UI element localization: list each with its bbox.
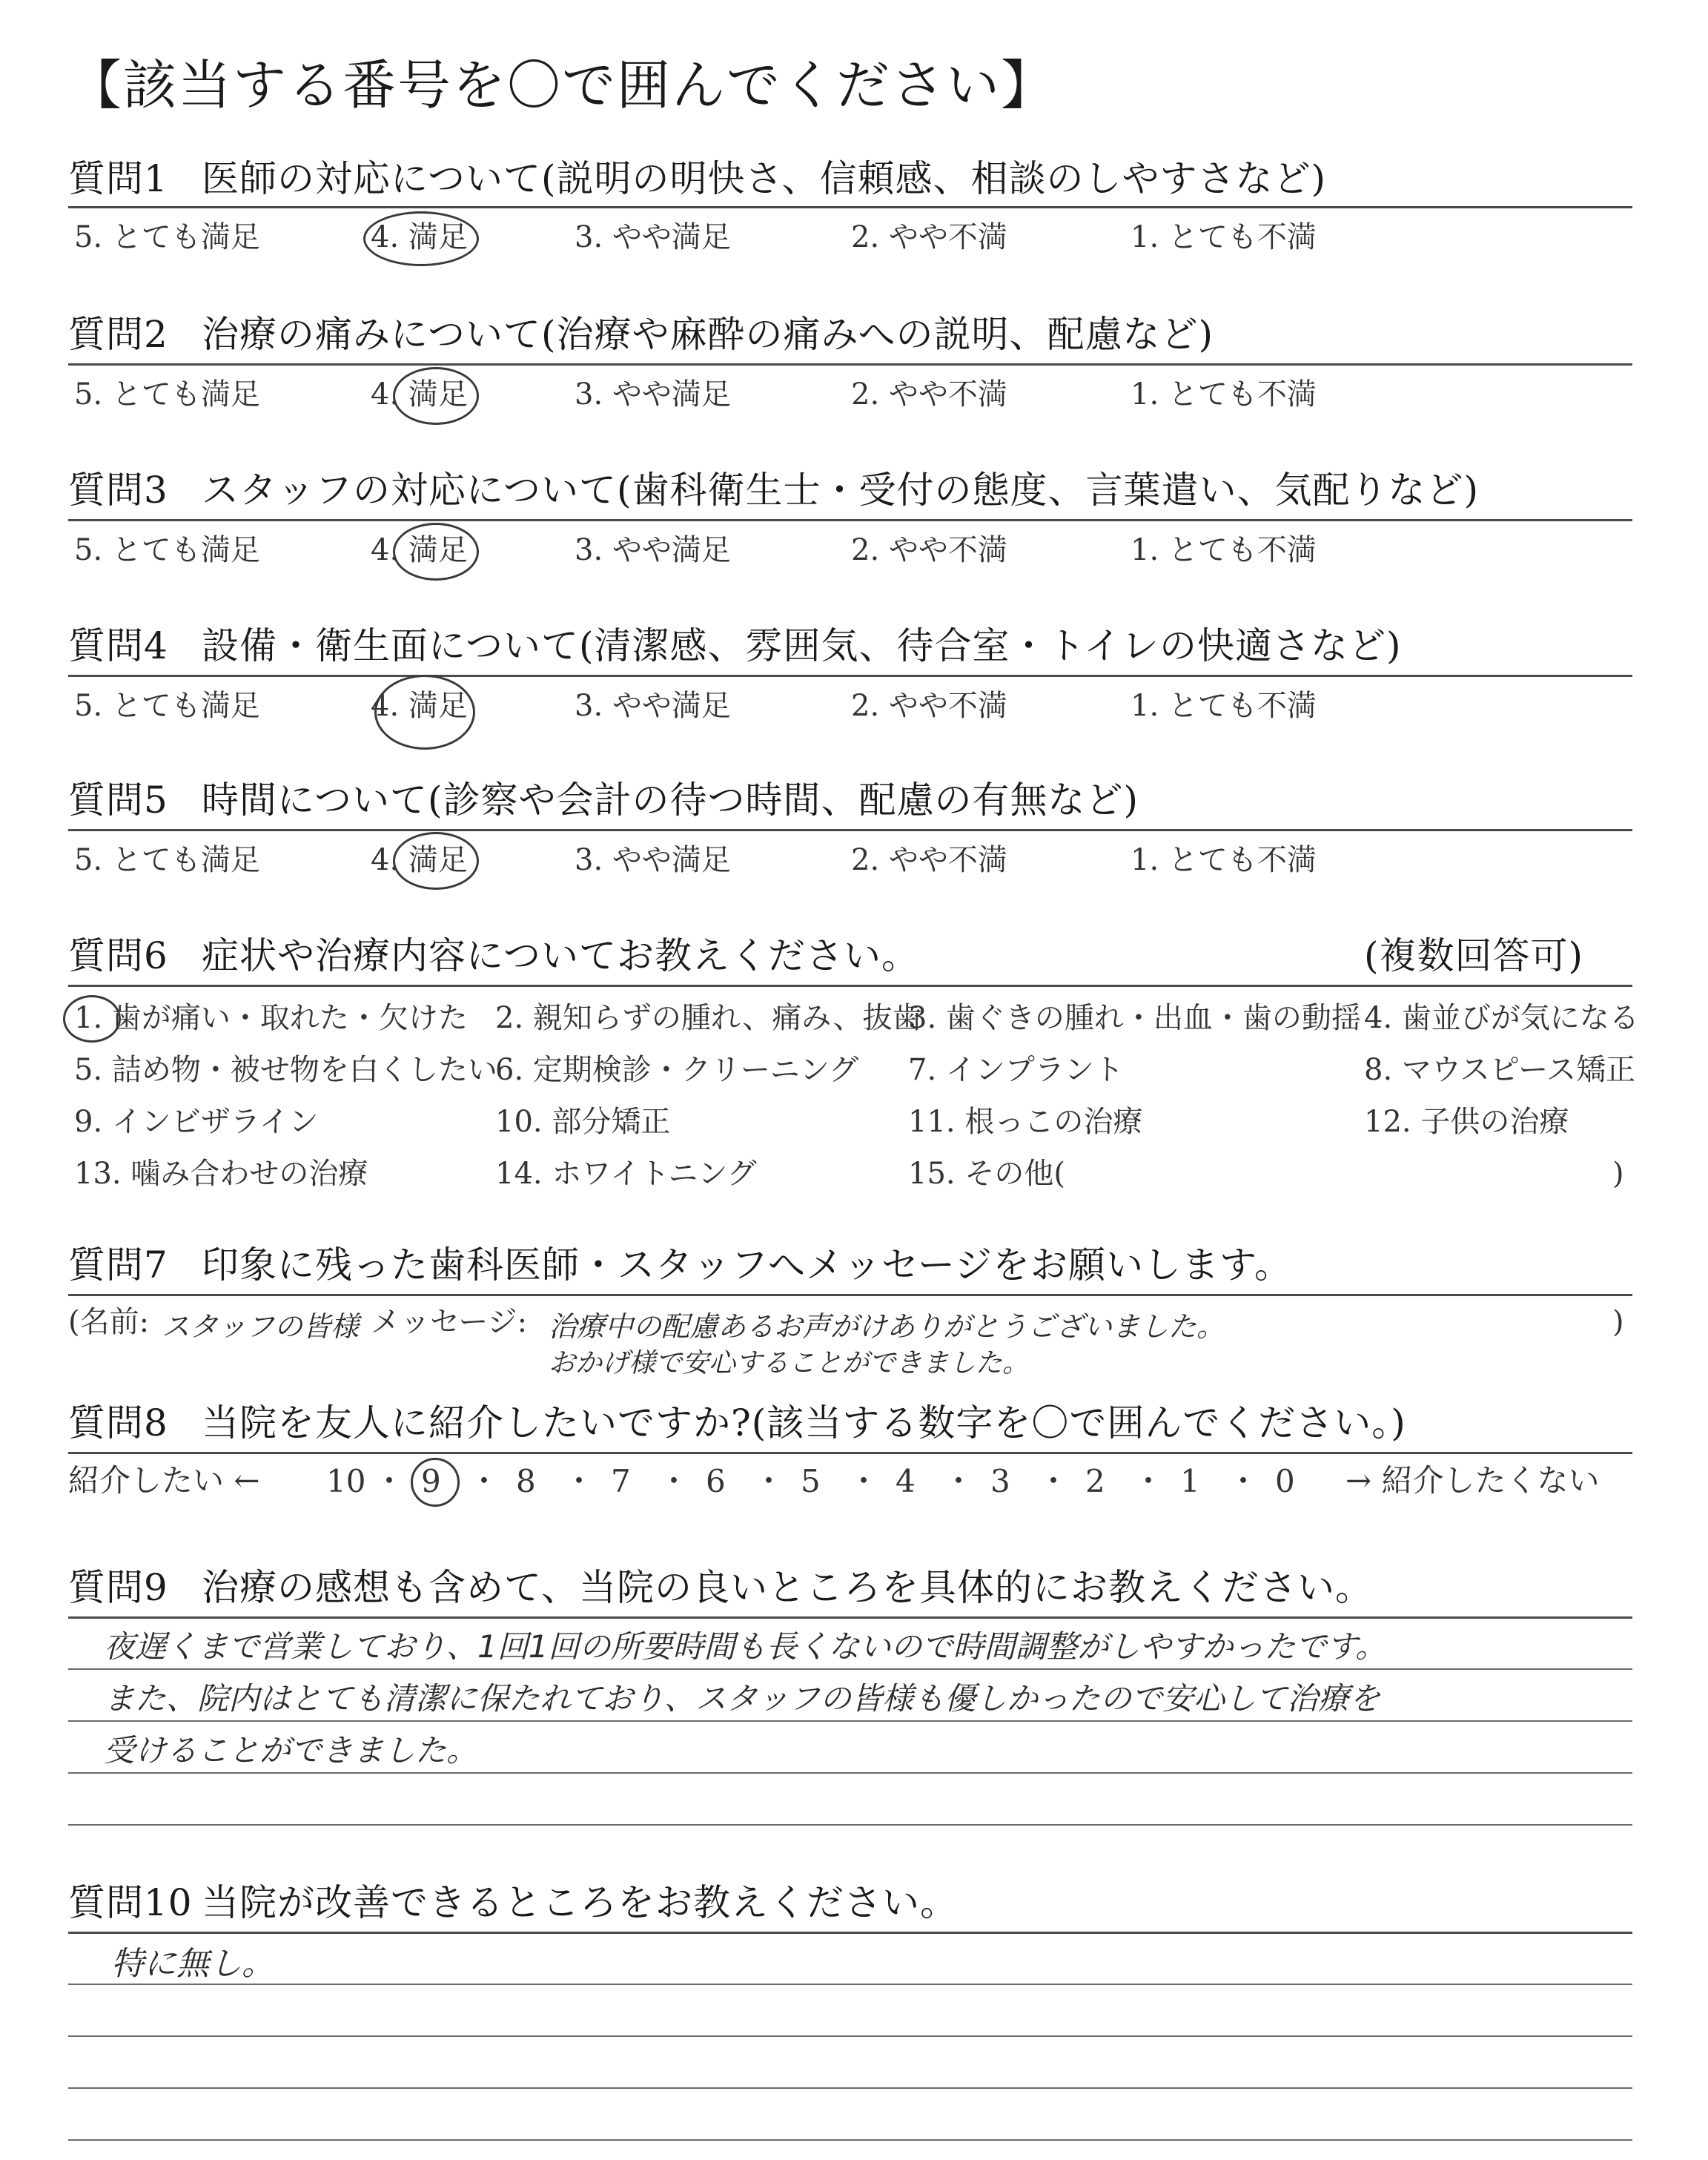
- q7-message-label: メッセージ:: [371, 1305, 528, 1339]
- q8-scale-separator: ・: [658, 1463, 690, 1499]
- q8-scale-option-6[interactable]: 6: [706, 1463, 726, 1499]
- form-heading: 【該当する番号を〇で囲んでください】: [68, 54, 1056, 116]
- q4-option-3[interactable]: 3. やや満足: [575, 689, 731, 723]
- q9-answer-line: [68, 1824, 1632, 1826]
- q8-right-label: → 紹介したくない: [1345, 1462, 1600, 1499]
- q8-scale-separator: ・: [1228, 1463, 1260, 1499]
- q8-scale-separator: ・: [1038, 1463, 1070, 1499]
- q2-text: 治療の痛みについて(治療や麻酔の痛みへの説明、配慮など): [202, 313, 1214, 356]
- q1-rule: [68, 206, 1632, 208]
- q8-scale-option-1[interactable]: 1: [1180, 1463, 1200, 1499]
- q8-scale-option-4[interactable]: 4: [896, 1463, 916, 1499]
- q6-option-8[interactable]: 8. マウスピース矯正: [1364, 1053, 1636, 1087]
- q9-answer-line-3[interactable]: 受けることができました。: [104, 1732, 478, 1768]
- q5-option-4[interactable]: 4. 満足: [371, 843, 468, 877]
- q6-text: 症状や治療内容についてお教えください。: [202, 934, 919, 977]
- q6-other-close-paren: ): [1612, 1157, 1624, 1191]
- q3-option-5[interactable]: 5. とても満足: [74, 533, 260, 567]
- q3-option-1[interactable]: 1. とても不満: [1131, 533, 1317, 567]
- q1-option-2[interactable]: 2. やや不満: [851, 220, 1007, 254]
- q6-option-11[interactable]: 11. 根っこの治療: [908, 1105, 1143, 1139]
- q9-rule: [68, 1616, 1632, 1619]
- q9-answer-line-2[interactable]: また、院内はとても清潔に保たれており、スタッフの皆様も優しかったので安心して治療を: [104, 1680, 1381, 1717]
- q6-option-9[interactable]: 9. インビザライン: [74, 1105, 319, 1139]
- q6-option-1[interactable]: 1. 歯が痛い・取れた・欠けた: [74, 1001, 468, 1035]
- q6-option-13[interactable]: 13. 噛み合わせの治療: [74, 1157, 368, 1191]
- q9-answer-line-1[interactable]: 夜遅くまで営業しており、1回1回の所要時間も長くないので時間調整がしやすかったです。: [104, 1628, 1387, 1665]
- q10-rule: [68, 1932, 1632, 1934]
- q4-label: 質問4: [68, 624, 168, 667]
- q8-left-label: 紹介したい ←: [68, 1462, 260, 1499]
- q3-selection-circle: [393, 523, 479, 581]
- q2-option-1[interactable]: 1. とても不満: [1131, 377, 1317, 412]
- q5-option-2[interactable]: 2. やや不満: [851, 843, 1007, 877]
- q5-selection-circle: [393, 832, 479, 890]
- q1-selection-circle: [363, 211, 479, 266]
- q10-answer-line: [68, 2035, 1632, 2037]
- q8-scale-option-8[interactable]: 8: [516, 1463, 536, 1499]
- q8-scale-option-5[interactable]: 5: [801, 1463, 821, 1499]
- q8-scale-option-2[interactable]: 2: [1085, 1463, 1105, 1499]
- q9-answer-line: [68, 1720, 1632, 1722]
- q6-selection-circle: [63, 995, 121, 1043]
- q6-option-6[interactable]: 6. 定期検診・クリーニング: [495, 1053, 859, 1087]
- q3-text: スタッフの対応について(歯科衛生士・受付の態度、言葉遣い、気配りなど): [202, 469, 1480, 512]
- q7-name-value[interactable]: スタッフの皆様: [162, 1310, 360, 1343]
- q6-note: (複数回答可): [1364, 934, 1584, 977]
- q4-selection-circle: [374, 675, 475, 750]
- q8-scale-separator: ・: [469, 1463, 500, 1499]
- q5-option-1[interactable]: 1. とても不満: [1131, 843, 1317, 877]
- q7-close-paren: ): [1612, 1305, 1624, 1339]
- q4-option-4[interactable]: 4. 満足: [371, 689, 468, 723]
- q10-answer-line: [68, 2139, 1632, 2141]
- q3-option-3[interactable]: 3. やや満足: [575, 533, 731, 567]
- q5-text: 時間について(診察や会計の待つ時間、配慮の有無など): [202, 779, 1139, 822]
- q6-option-7[interactable]: 7. インプラント: [908, 1053, 1124, 1087]
- q8-scale-separator: ・: [943, 1463, 975, 1499]
- q7-message-line1[interactable]: 治療中の配慮あるお声がけありがとうございました。: [549, 1310, 1225, 1343]
- q1-option-1[interactable]: 1. とても不満: [1131, 220, 1317, 254]
- q1-label: 質問1: [68, 157, 168, 200]
- q1-text: 医師の対応について(説明の明快さ、信頼感、相談のしやすさなど): [202, 157, 1327, 200]
- q10-answer-line: [68, 1984, 1632, 1985]
- q2-option-3[interactable]: 3. やや満足: [575, 377, 731, 412]
- q2-option-4[interactable]: 4. 満足: [371, 377, 468, 412]
- q7-name-label: (名前:: [68, 1305, 150, 1339]
- q8-scale-separator: ・: [753, 1463, 785, 1499]
- q4-option-1[interactable]: 1. とても不満: [1131, 689, 1317, 723]
- q9-label: 質問9: [68, 1566, 168, 1609]
- q8-scale-option-9[interactable]: 9: [421, 1463, 441, 1499]
- q3-option-2[interactable]: 2. やや不満: [851, 533, 1007, 567]
- q6-option-3[interactable]: 3. 歯ぐきの腫れ・出血・歯の動揺: [908, 1001, 1361, 1035]
- q8-selection-circle: [411, 1458, 460, 1507]
- q8-rule: [68, 1452, 1632, 1454]
- q9-answer-line: [68, 1772, 1632, 1774]
- q2-label: 質問2: [68, 313, 168, 356]
- q3-label: 質問3: [68, 469, 168, 512]
- q6-option-14[interactable]: 14. ホワイトニング: [495, 1157, 757, 1191]
- q5-label: 質問5: [68, 779, 168, 822]
- q8-scale-option-10[interactable]: 10: [326, 1463, 366, 1499]
- q6-option-2[interactable]: 2. 親知らずの腫れ、痛み、抜歯: [495, 1001, 922, 1035]
- q9-text: 治療の感想も含めて、当院の良いところを具体的にお教えください。: [202, 1566, 1373, 1609]
- q1-option-5[interactable]: 5. とても満足: [74, 220, 260, 254]
- q6-rule: [68, 985, 1632, 987]
- q6-option-12[interactable]: 12. 子供の治療: [1364, 1105, 1569, 1139]
- q2-rule: [68, 363, 1632, 366]
- q2-selection-circle: [393, 367, 479, 425]
- q8-label: 質問8: [68, 1401, 168, 1444]
- q8-scale-separator: ・: [374, 1463, 406, 1499]
- q6-option-4[interactable]: 4. 歯並びが気になる: [1364, 1001, 1639, 1035]
- q8-scale-separator: ・: [1133, 1463, 1165, 1499]
- q4-option-2[interactable]: 2. やや不満: [851, 689, 1007, 723]
- q10-answer-line: [68, 2087, 1632, 2089]
- q5-option-5[interactable]: 5. とても満足: [74, 843, 260, 877]
- q6-label: 質問6: [68, 934, 168, 977]
- q6-option-5[interactable]: 5. 詰め物・被せ物を白くしたい: [74, 1053, 497, 1087]
- q7-rule: [68, 1294, 1632, 1296]
- q8-scale-option-3[interactable]: 3: [990, 1463, 1010, 1499]
- q2-option-2[interactable]: 2. やや不満: [851, 377, 1007, 412]
- q8-scale-separator: ・: [848, 1463, 880, 1499]
- q4-option-5[interactable]: 5. とても満足: [74, 689, 260, 723]
- q1-option-4[interactable]: 4. 満足: [371, 220, 468, 254]
- q10-label: 質問10: [68, 1881, 193, 1924]
- q6-option-10[interactable]: 10. 部分矯正: [495, 1105, 671, 1139]
- q7-text: 印象に残った歯科医師・スタッフへメッセージをお願いします。: [202, 1244, 1292, 1287]
- q10-answer[interactable]: 特に無し。: [111, 1945, 274, 1983]
- q5-option-3[interactable]: 3. やや満足: [575, 843, 731, 877]
- q2-option-5[interactable]: 5. とても満足: [74, 377, 260, 412]
- q9-answer-line: [68, 1668, 1632, 1670]
- q3-rule: [68, 519, 1632, 521]
- q8-scale-option-0[interactable]: 0: [1275, 1463, 1295, 1499]
- q10-text: 当院が改善できるところをお教えください。: [202, 1881, 958, 1924]
- q8-scale-separator: ・: [563, 1463, 595, 1499]
- q4-rule: [68, 675, 1632, 677]
- q8-scale-option-7[interactable]: 7: [611, 1463, 631, 1499]
- q7-message-line2[interactable]: おかげ様で安心することができました。: [549, 1348, 1030, 1378]
- q4-text: 設備・衛生面について(清潔感、雰囲気、待合室・トイレの快適さなど): [202, 624, 1402, 667]
- q5-rule: [68, 829, 1632, 831]
- q7-label: 質問7: [68, 1244, 168, 1287]
- q3-option-4[interactable]: 4. 満足: [371, 533, 468, 567]
- q6-option-15[interactable]: 15. その他(: [908, 1157, 1065, 1191]
- q1-option-3[interactable]: 3. やや満足: [575, 220, 731, 254]
- q8-text: 当院を友人に紹介したいですか?(該当する数字を〇で囲んでください。): [202, 1401, 1406, 1444]
